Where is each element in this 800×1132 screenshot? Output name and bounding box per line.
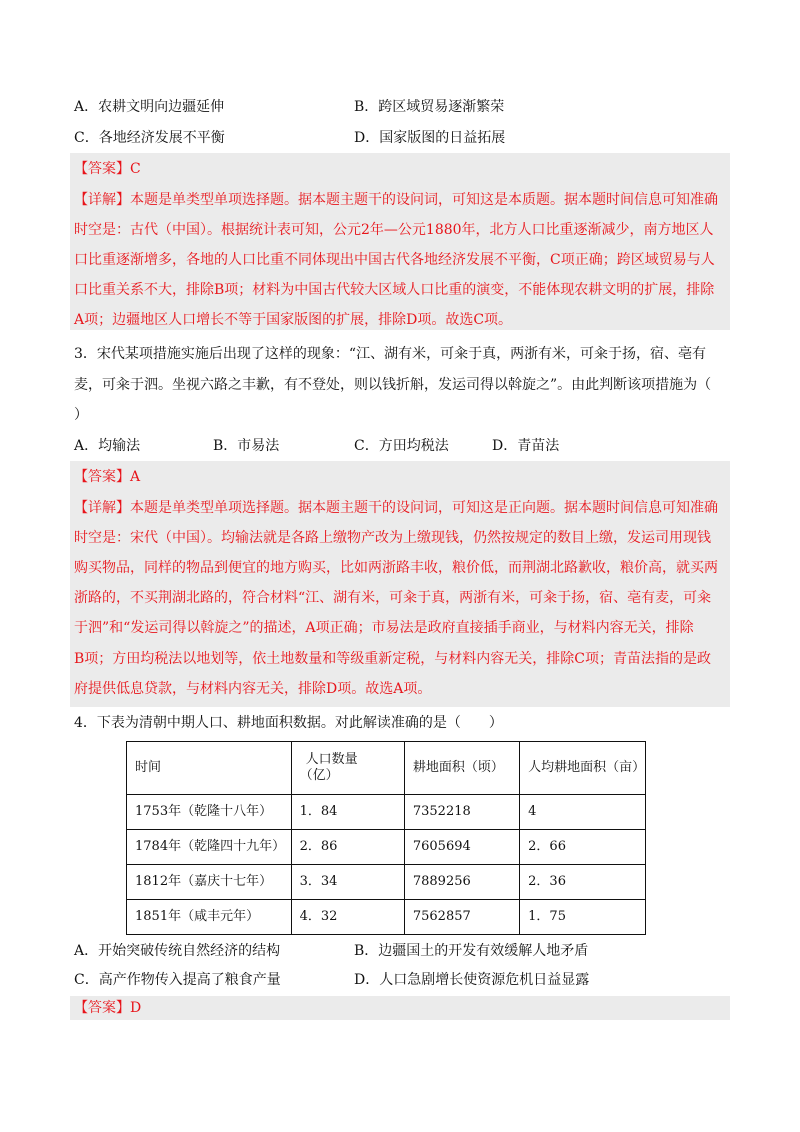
table-row (127, 900, 646, 935)
table-row (127, 830, 646, 865)
q4-stem: 4．下表为清朝中期人口、耕地面积数据。对此解读准确的是（ ） (74, 715, 503, 731)
header-pop-line2: （亿） (299, 768, 339, 783)
table-cell: 4．32 (291, 900, 404, 935)
q2-explanation-line: 【详解】本题是单类型单项选择题。据本题主题干的设问词，可知这是本质题。据本题时间信息可知准确 (74, 192, 718, 208)
q2-option-d: D．国家版图的日益拓展 (354, 130, 506, 146)
q3-stem-line: ） (74, 407, 88, 423)
table-cell: 7352218 (404, 795, 519, 830)
table-header-cell: 耕地面积（顷） (404, 742, 519, 795)
q2-explanation-line: 口比重关系不大，排除B项；材料为中国古代较大区域人口比重的演变，不能体现农耕文明的扩展，排除 (74, 282, 715, 298)
q2-explanation-line: 时空是：古代（中国）。根据统计表可知，公元2年—公元1880年，北方人口比重逐渐减少，南方地区人 (74, 222, 714, 238)
table-cell: 1851年（咸丰元年） (127, 900, 292, 935)
table-header-cell: 人均耕地面积（亩） (520, 742, 646, 795)
q3-explanation-line: 购买物品，同样的物品到便宜的地方购买，比如两浙路丰收，粮价低，而荆湖北路歉收，粮价高，就买两 (74, 560, 718, 576)
q3-explanation-line: 于泗”和“发运司得以斡旋之”的描述，A项正确；市易法是政府直接插手商业，与材料内容无关，排除 (74, 620, 694, 636)
q2-answer-block (70, 153, 730, 330)
q3-explanation-line: 【详解】本题是单类型单项选择题。据本题主题干的设问词，可知这是正向题。据本题时间信息可知准确 (74, 500, 718, 516)
table-cell: 1812年（嘉庆十七年） (127, 865, 292, 900)
table-header-row (127, 742, 646, 795)
q3-stem-line: 3．宋代某项措施实施后出现了这样的现象：“江、湖有米，可籴于真，两浙有米，可籴于扬，宿、亳有 (74, 346, 707, 362)
q4-option-a: A．开始突破传统自然经济的结构 (74, 943, 281, 959)
q2-explanation-line: 口比重逐渐增多，各地的人口比重不同体现出中国古代各地经济发展不平衡，C项正确；跨区域贸易与人 (74, 252, 715, 268)
q2-option-b: B．跨区域贸易逐渐繁荣 (354, 99, 505, 115)
q3-option-c: C．方田均税法 (354, 438, 449, 454)
q4-option-c: C．高产作物传入提高了粮食产量 (74, 972, 281, 988)
table-cell: 3．34 (291, 865, 404, 900)
q4-answer-block (70, 996, 730, 1020)
q2-option-a: A．农耕文明向边疆延伸 (74, 99, 225, 115)
table-cell: 4 (520, 795, 646, 830)
table-row (127, 795, 646, 830)
q3-option-a: A．均输法 (74, 438, 141, 454)
table-header-cell (291, 742, 404, 795)
table-cell: 7889256 (404, 865, 519, 900)
q3-explanation-line: B项；方田均税法以地划等，依土地数量和等级重新定税，与材料内容无关，排除C项；青苗法指的是政 (74, 651, 711, 667)
table-cell: 2．36 (520, 865, 646, 900)
q3-answer-block (70, 461, 730, 707)
q3-option-b: B．市易法 (213, 438, 280, 454)
table-cell: 2．66 (520, 830, 646, 865)
table-cell: 2．86 (291, 830, 404, 865)
q4-answer: 【答案】D (74, 1000, 142, 1016)
population-farmland-table (126, 741, 646, 935)
table-cell: 1．75 (520, 900, 646, 935)
q3-answer: 【答案】A (74, 469, 141, 485)
q2-explanation-line: A项；边疆地区人口增长不等于国家版图的扩展，排除D项。故选C项。 (74, 312, 513, 328)
q2-answer: 【答案】C (74, 161, 141, 177)
table-cell: 7562857 (404, 900, 519, 935)
q4-option-b: B．边疆国土的开发有效缓解人地矛盾 (354, 943, 589, 959)
table-cell: 1784年（乾隆四十九年） (127, 830, 292, 865)
q3-explanation-line: 浙路的，不买荆湖北路的，符合材料“江、湖有米，可籴于真，两浙有米，可籴于扬，宿、亳有麦，可籴 (74, 590, 712, 606)
table-cell: 1．84 (291, 795, 404, 830)
q2-option-c: C．各地经济发展不平衡 (74, 130, 225, 146)
table-header-cell: 时间 (127, 742, 292, 795)
table-cell: 1753年（乾隆十八年） (127, 795, 292, 830)
table-cell: 7605694 (404, 830, 519, 865)
table-row (127, 865, 646, 900)
header-pop-line1: 人口数量 (305, 752, 358, 767)
q3-explanation-line: 府提供低息贷款，与材料内容无关，排除D项。故选A项。 (74, 681, 432, 697)
q3-stem-line: 麦，可籴于泗。坐视六路之丰歉，有不登处，则以钱折斛，发运司得以斡旋之”。由此判断该项措施为（ (74, 377, 712, 393)
q3-option-d: D．青苗法 (492, 438, 560, 454)
q3-explanation-line: 时空是：宋代（中国）。均输法就是各路上缴物产改为上缴现钱，仍然按规定的数目上缴，发运司用现钱 (74, 530, 711, 546)
q4-option-d: D．人口急剧增长使资源危机日益显露 (354, 972, 590, 988)
